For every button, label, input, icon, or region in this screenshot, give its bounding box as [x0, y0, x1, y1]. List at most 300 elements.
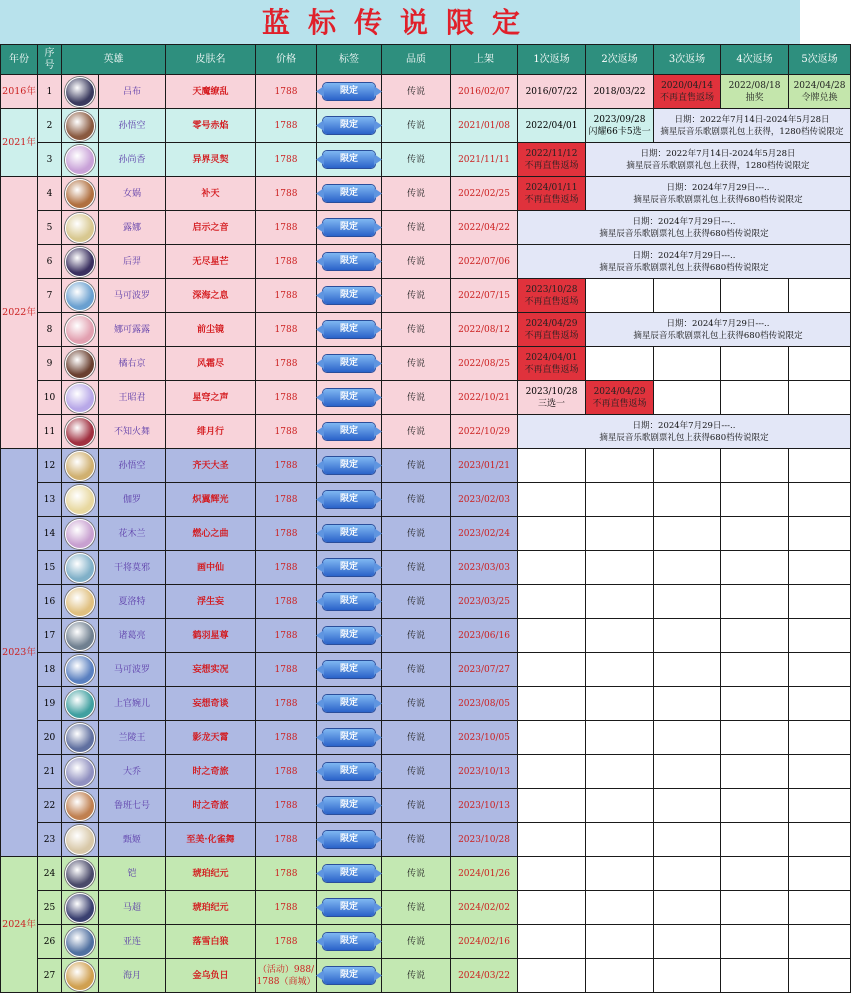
price: 1788 [256, 415, 317, 449]
quality: 传说 [382, 925, 451, 959]
quality: 传说 [382, 551, 451, 585]
avatar-cell [62, 585, 99, 619]
table-row [1, 721, 851, 755]
release-date: 2023/01/21 [451, 449, 518, 483]
hero-name: 马可波罗 [99, 653, 166, 687]
skin-table [0, 44, 851, 993]
return-cell [586, 347, 654, 381]
skin-name: 琥珀纪元 [166, 857, 256, 891]
header-return-4: 4次返场 [721, 45, 789, 75]
table-row [1, 279, 851, 313]
limited-badge: 限定 [323, 491, 375, 508]
hero-avatar [65, 417, 95, 447]
tag-cell [317, 619, 382, 653]
return-cell [518, 857, 586, 891]
hero-name: 孙尚香 [99, 143, 166, 177]
skin-name: 零号赤焰 [166, 109, 256, 143]
release-date: 2024/02/16 [451, 925, 518, 959]
quality: 传说 [382, 517, 451, 551]
limited-badge: 限定 [323, 729, 375, 746]
return-cell: 日期：2024年7月29日---.. 摘星辰音乐歌剧票礼包上获得680档传说限定 [586, 177, 851, 211]
price: 1788 [256, 551, 317, 585]
release-date: 2023/02/24 [451, 517, 518, 551]
skin-name: 补天 [166, 177, 256, 211]
hero-name: 海月 [99, 959, 166, 993]
return-cell [586, 279, 654, 313]
table-row [1, 449, 851, 483]
hero-avatar [65, 859, 95, 889]
return-cell [586, 789, 654, 823]
return-cell [654, 789, 721, 823]
tag-cell [317, 687, 382, 721]
avatar-cell [62, 177, 99, 211]
return-cell [586, 721, 654, 755]
return-cell [789, 823, 851, 857]
table-row [1, 653, 851, 687]
return-cell: 日期：2024年7月29日---.. 摘星辰音乐歌剧票礼包上获得680档传说限定 [518, 415, 851, 449]
table-body [1, 45, 851, 993]
return-cell [721, 381, 789, 415]
seq-cell: 11 [38, 415, 62, 449]
price: 1788 [256, 653, 317, 687]
seq-cell: 8 [38, 313, 62, 347]
return-cell [789, 619, 851, 653]
return-cell: 2018/03/22 [586, 75, 654, 109]
limited-badge: 限定 [323, 627, 375, 644]
return-cell [721, 347, 789, 381]
return-cell [586, 585, 654, 619]
seq-cell: 16 [38, 585, 62, 619]
limited-badge: 限定 [323, 219, 375, 236]
return-cell [721, 653, 789, 687]
avatar-cell [62, 857, 99, 891]
return-cell [721, 891, 789, 925]
limited-badge: 限定 [323, 797, 375, 814]
return-cell [586, 857, 654, 891]
hero-name: 孙悟空 [99, 109, 166, 143]
hero-avatar [65, 349, 95, 379]
price: 1788 [256, 245, 317, 279]
quality: 传说 [382, 245, 451, 279]
hero-name: 吕布 [99, 75, 166, 109]
quality: 传说 [382, 857, 451, 891]
table-row [1, 959, 851, 993]
quality: 传说 [382, 347, 451, 381]
limited-badge: 限定 [323, 321, 375, 338]
release-date: 2023/10/13 [451, 789, 518, 823]
avatar-cell [62, 959, 99, 993]
hero-avatar [65, 825, 95, 855]
tag-cell [317, 857, 382, 891]
skin-name: 天魔缭乱 [166, 75, 256, 109]
hero-name: 甄姬 [99, 823, 166, 857]
release-date: 2023/02/03 [451, 483, 518, 517]
table-row [1, 75, 851, 109]
seq-cell: 3 [38, 143, 62, 177]
price: 1788 [256, 687, 317, 721]
price: 1788 [256, 75, 317, 109]
seq-cell: 19 [38, 687, 62, 721]
return-cell [586, 653, 654, 687]
price: 1788 [256, 381, 317, 415]
return-cell [518, 823, 586, 857]
return-cell [789, 653, 851, 687]
table-row [1, 109, 851, 143]
hero-avatar [65, 927, 95, 957]
return-cell [789, 483, 851, 517]
hero-avatar [65, 893, 95, 923]
return-cell [721, 789, 789, 823]
tag-cell [317, 517, 382, 551]
table-row [1, 347, 851, 381]
avatar-cell [62, 381, 99, 415]
release-date: 2022/10/29 [451, 415, 518, 449]
return-cell [586, 449, 654, 483]
price: 1788 [256, 449, 317, 483]
header-year: 年份 [1, 45, 38, 75]
return-cell [721, 755, 789, 789]
release-date: 2023/07/27 [451, 653, 518, 687]
price: 1788 [256, 789, 317, 823]
return-cell [789, 925, 851, 959]
seq-cell: 26 [38, 925, 62, 959]
return-cell: 日期：2024年7月29日---.. 摘星辰音乐歌剧票礼包上获得680档传说限定 [518, 245, 851, 279]
skin-name: 前尘镜 [166, 313, 256, 347]
tag-cell [317, 721, 382, 755]
limited-badge: 限定 [323, 899, 375, 916]
release-date: 2022/02/25 [451, 177, 518, 211]
quality: 传说 [382, 721, 451, 755]
return-cell [586, 755, 654, 789]
skin-name: 星穹之声 [166, 381, 256, 415]
seq-cell: 17 [38, 619, 62, 653]
return-cell: 日期：2024年7月29日---.. 摘星辰音乐歌剧票礼包上获得680档传说限定 [586, 313, 851, 347]
skin-name: 琥珀纪元 [166, 891, 256, 925]
release-date: 2023/06/16 [451, 619, 518, 653]
hero-avatar [65, 553, 95, 583]
hero-avatar [65, 179, 95, 209]
release-date: 2021/11/11 [451, 143, 518, 177]
quality: 传说 [382, 619, 451, 653]
seq-cell: 5 [38, 211, 62, 245]
release-date: 2023/03/03 [451, 551, 518, 585]
avatar-cell [62, 143, 99, 177]
price: 1788 [256, 721, 317, 755]
price: 1788 [256, 279, 317, 313]
return-cell [789, 585, 851, 619]
return-cell [518, 959, 586, 993]
avatar-cell [62, 449, 99, 483]
release-date: 2022/10/21 [451, 381, 518, 415]
return-cell [721, 517, 789, 551]
return-cell [654, 347, 721, 381]
return-cell [654, 959, 721, 993]
hero-avatar [65, 213, 95, 243]
release-date: 2021/01/08 [451, 109, 518, 143]
tag-cell [317, 789, 382, 823]
tag-cell [317, 347, 382, 381]
tag-cell [317, 653, 382, 687]
limited-badge: 限定 [323, 457, 375, 474]
quality: 传说 [382, 585, 451, 619]
release-date: 2023/10/13 [451, 755, 518, 789]
return-cell [654, 449, 721, 483]
tag-cell [317, 551, 382, 585]
seq-cell: 6 [38, 245, 62, 279]
header-row [1, 45, 851, 75]
table-row [1, 857, 851, 891]
skin-name: 异界灵契 [166, 143, 256, 177]
skin-name: 绯月行 [166, 415, 256, 449]
return-cell [654, 551, 721, 585]
avatar-cell [62, 755, 99, 789]
avatar-cell [62, 245, 99, 279]
return-cell [654, 381, 721, 415]
table-row [1, 177, 851, 211]
tag-cell [317, 483, 382, 517]
return-cell [789, 517, 851, 551]
hero-name: 花木兰 [99, 517, 166, 551]
seq-cell: 24 [38, 857, 62, 891]
limited-badge: 限定 [323, 967, 375, 984]
return-cell [721, 721, 789, 755]
return-cell [654, 721, 721, 755]
price: 1788 [256, 823, 317, 857]
seq-cell: 15 [38, 551, 62, 585]
avatar-cell [62, 75, 99, 109]
quality: 传说 [382, 687, 451, 721]
table-row [1, 891, 851, 925]
return-cell [586, 619, 654, 653]
return-cell [654, 585, 721, 619]
price: 1788 [256, 109, 317, 143]
skin-name: 燃心之曲 [166, 517, 256, 551]
limited-badge: 限定 [323, 933, 375, 950]
release-date: 2022/07/06 [451, 245, 518, 279]
year-cell: 2022年 [1, 177, 38, 449]
return-cell: 2022/04/01 [518, 109, 586, 143]
seq-cell: 4 [38, 177, 62, 211]
return-cell [586, 517, 654, 551]
header-tag: 标签 [317, 45, 382, 75]
return-cell [654, 653, 721, 687]
return-cell: 2024/01/11 不再直售返场 [518, 177, 586, 211]
hero-name: 大乔 [99, 755, 166, 789]
quality: 传说 [382, 823, 451, 857]
seq-cell: 1 [38, 75, 62, 109]
return-cell [721, 687, 789, 721]
hero-name: 夏洛特 [99, 585, 166, 619]
seq-cell: 10 [38, 381, 62, 415]
seq-cell: 20 [38, 721, 62, 755]
avatar-cell [62, 619, 99, 653]
table-row [1, 789, 851, 823]
quality: 传说 [382, 653, 451, 687]
avatar-cell [62, 721, 99, 755]
table-row [1, 619, 851, 653]
hero-avatar [65, 145, 95, 175]
table-row [1, 585, 851, 619]
hero-name: 伽罗 [99, 483, 166, 517]
hero-avatar [65, 519, 95, 549]
quality: 传说 [382, 313, 451, 347]
avatar-cell [62, 823, 99, 857]
header-quality: 品质 [382, 45, 451, 75]
tag-cell [317, 177, 382, 211]
seq-cell: 12 [38, 449, 62, 483]
page-title: 蓝标传说限定 [0, 0, 800, 44]
seq-cell: 22 [38, 789, 62, 823]
limited-badge: 限定 [323, 525, 375, 542]
skin-name: 金乌负日 [166, 959, 256, 993]
tag-cell [317, 143, 382, 177]
price: 1788 [256, 143, 317, 177]
return-cell [789, 891, 851, 925]
tag-cell [317, 585, 382, 619]
release-date: 2024/01/26 [451, 857, 518, 891]
release-date: 2023/10/28 [451, 823, 518, 857]
return-cell [654, 483, 721, 517]
header-release: 上架 [451, 45, 518, 75]
return-cell [654, 687, 721, 721]
quality: 传说 [382, 449, 451, 483]
tag-cell [317, 415, 382, 449]
return-cell [789, 381, 851, 415]
skin-name: 妄想奇谈 [166, 687, 256, 721]
quality: 传说 [382, 109, 451, 143]
return-cell [721, 823, 789, 857]
hero-avatar [65, 485, 95, 515]
quality: 传说 [382, 483, 451, 517]
return-cell [518, 891, 586, 925]
avatar-cell [62, 687, 99, 721]
header-hero: 英雄 [62, 45, 166, 75]
quality: 传说 [382, 177, 451, 211]
release-date: 2022/07/15 [451, 279, 518, 313]
skin-name: 无尽星芒 [166, 245, 256, 279]
return-cell: 2024/04/29 不再直售返场 [586, 381, 654, 415]
avatar-cell [62, 279, 99, 313]
release-date: 2022/08/12 [451, 313, 518, 347]
seq-cell: 25 [38, 891, 62, 925]
tag-cell [317, 891, 382, 925]
skin-name: 时之奇旅 [166, 755, 256, 789]
table-row [1, 755, 851, 789]
price: 1788 [256, 211, 317, 245]
table-row [1, 381, 851, 415]
skin-name: 鹤羽星尊 [166, 619, 256, 653]
return-cell [518, 925, 586, 959]
return-cell [518, 789, 586, 823]
avatar-cell [62, 551, 99, 585]
return-cell: 2024/04/28 令牌兑换 [789, 75, 851, 109]
skin-name: 妄想实况 [166, 653, 256, 687]
limited-badge: 限定 [323, 763, 375, 780]
limited-badge: 限定 [323, 185, 375, 202]
price: 1788 [256, 857, 317, 891]
avatar-cell [62, 347, 99, 381]
tag-cell [317, 959, 382, 993]
return-cell: 2023/10/28 三选一 [518, 381, 586, 415]
return-cell [721, 551, 789, 585]
price: 1788 [256, 925, 317, 959]
return-cell [721, 585, 789, 619]
skin-name: 风霜尽 [166, 347, 256, 381]
table-row [1, 517, 851, 551]
hero-avatar [65, 961, 95, 991]
return-cell [518, 619, 586, 653]
tag-cell [317, 75, 382, 109]
quality: 传说 [382, 891, 451, 925]
header-return-2: 2次返场 [586, 45, 654, 75]
avatar-cell [62, 211, 99, 245]
hero-avatar [65, 383, 95, 413]
skin-name: 时之奇旅 [166, 789, 256, 823]
release-date: 2023/03/25 [451, 585, 518, 619]
return-cell [586, 925, 654, 959]
limited-badge: 限定 [323, 559, 375, 576]
tag-cell [317, 823, 382, 857]
return-cell [654, 823, 721, 857]
return-cell [721, 857, 789, 891]
return-cell: 2022/08/18 抽奖 [721, 75, 789, 109]
limited-badge: 限定 [323, 287, 375, 304]
return-cell [586, 551, 654, 585]
avatar-cell [62, 483, 99, 517]
hero-name: 亚连 [99, 925, 166, 959]
hero-name: 女娲 [99, 177, 166, 211]
hero-avatar [65, 247, 95, 277]
return-cell [789, 279, 851, 313]
price: 1788 [256, 585, 317, 619]
tag-cell [317, 245, 382, 279]
return-cell: 2016/07/22 [518, 75, 586, 109]
table-row [1, 823, 851, 857]
return-cell [518, 585, 586, 619]
return-cell: 日期：2022年7月14日-2024年5月28日 摘星辰音乐歌剧票礼包上获得，1280档传说限定 [654, 109, 851, 143]
return-cell: 2020/04/14 不再直售返场 [654, 75, 721, 109]
limited-badge: 限定 [323, 117, 375, 134]
quality: 传说 [382, 211, 451, 245]
hero-name: 干将莫邪 [99, 551, 166, 585]
return-cell: 2024/04/29 不再直售返场 [518, 313, 586, 347]
tag-cell [317, 755, 382, 789]
quality: 传说 [382, 279, 451, 313]
hero-avatar [65, 655, 95, 685]
avatar-cell [62, 925, 99, 959]
return-cell [586, 823, 654, 857]
limited-badge: 限定 [323, 661, 375, 678]
hero-avatar [65, 723, 95, 753]
return-cell [789, 721, 851, 755]
return-cell [518, 755, 586, 789]
return-cell [518, 687, 586, 721]
skin-name: 影龙天霄 [166, 721, 256, 755]
skin-name: 齐天大圣 [166, 449, 256, 483]
seq-cell: 13 [38, 483, 62, 517]
header-return-1: 1次返场 [518, 45, 586, 75]
avatar-cell [62, 653, 99, 687]
release-date: 2023/10/05 [451, 721, 518, 755]
return-cell [518, 517, 586, 551]
return-cell [721, 959, 789, 993]
tag-cell [317, 211, 382, 245]
return-cell [586, 483, 654, 517]
price: 1788 [256, 177, 317, 211]
header-price: 价格 [256, 45, 317, 75]
hero-name: 娜可露露 [99, 313, 166, 347]
return-cell [789, 551, 851, 585]
